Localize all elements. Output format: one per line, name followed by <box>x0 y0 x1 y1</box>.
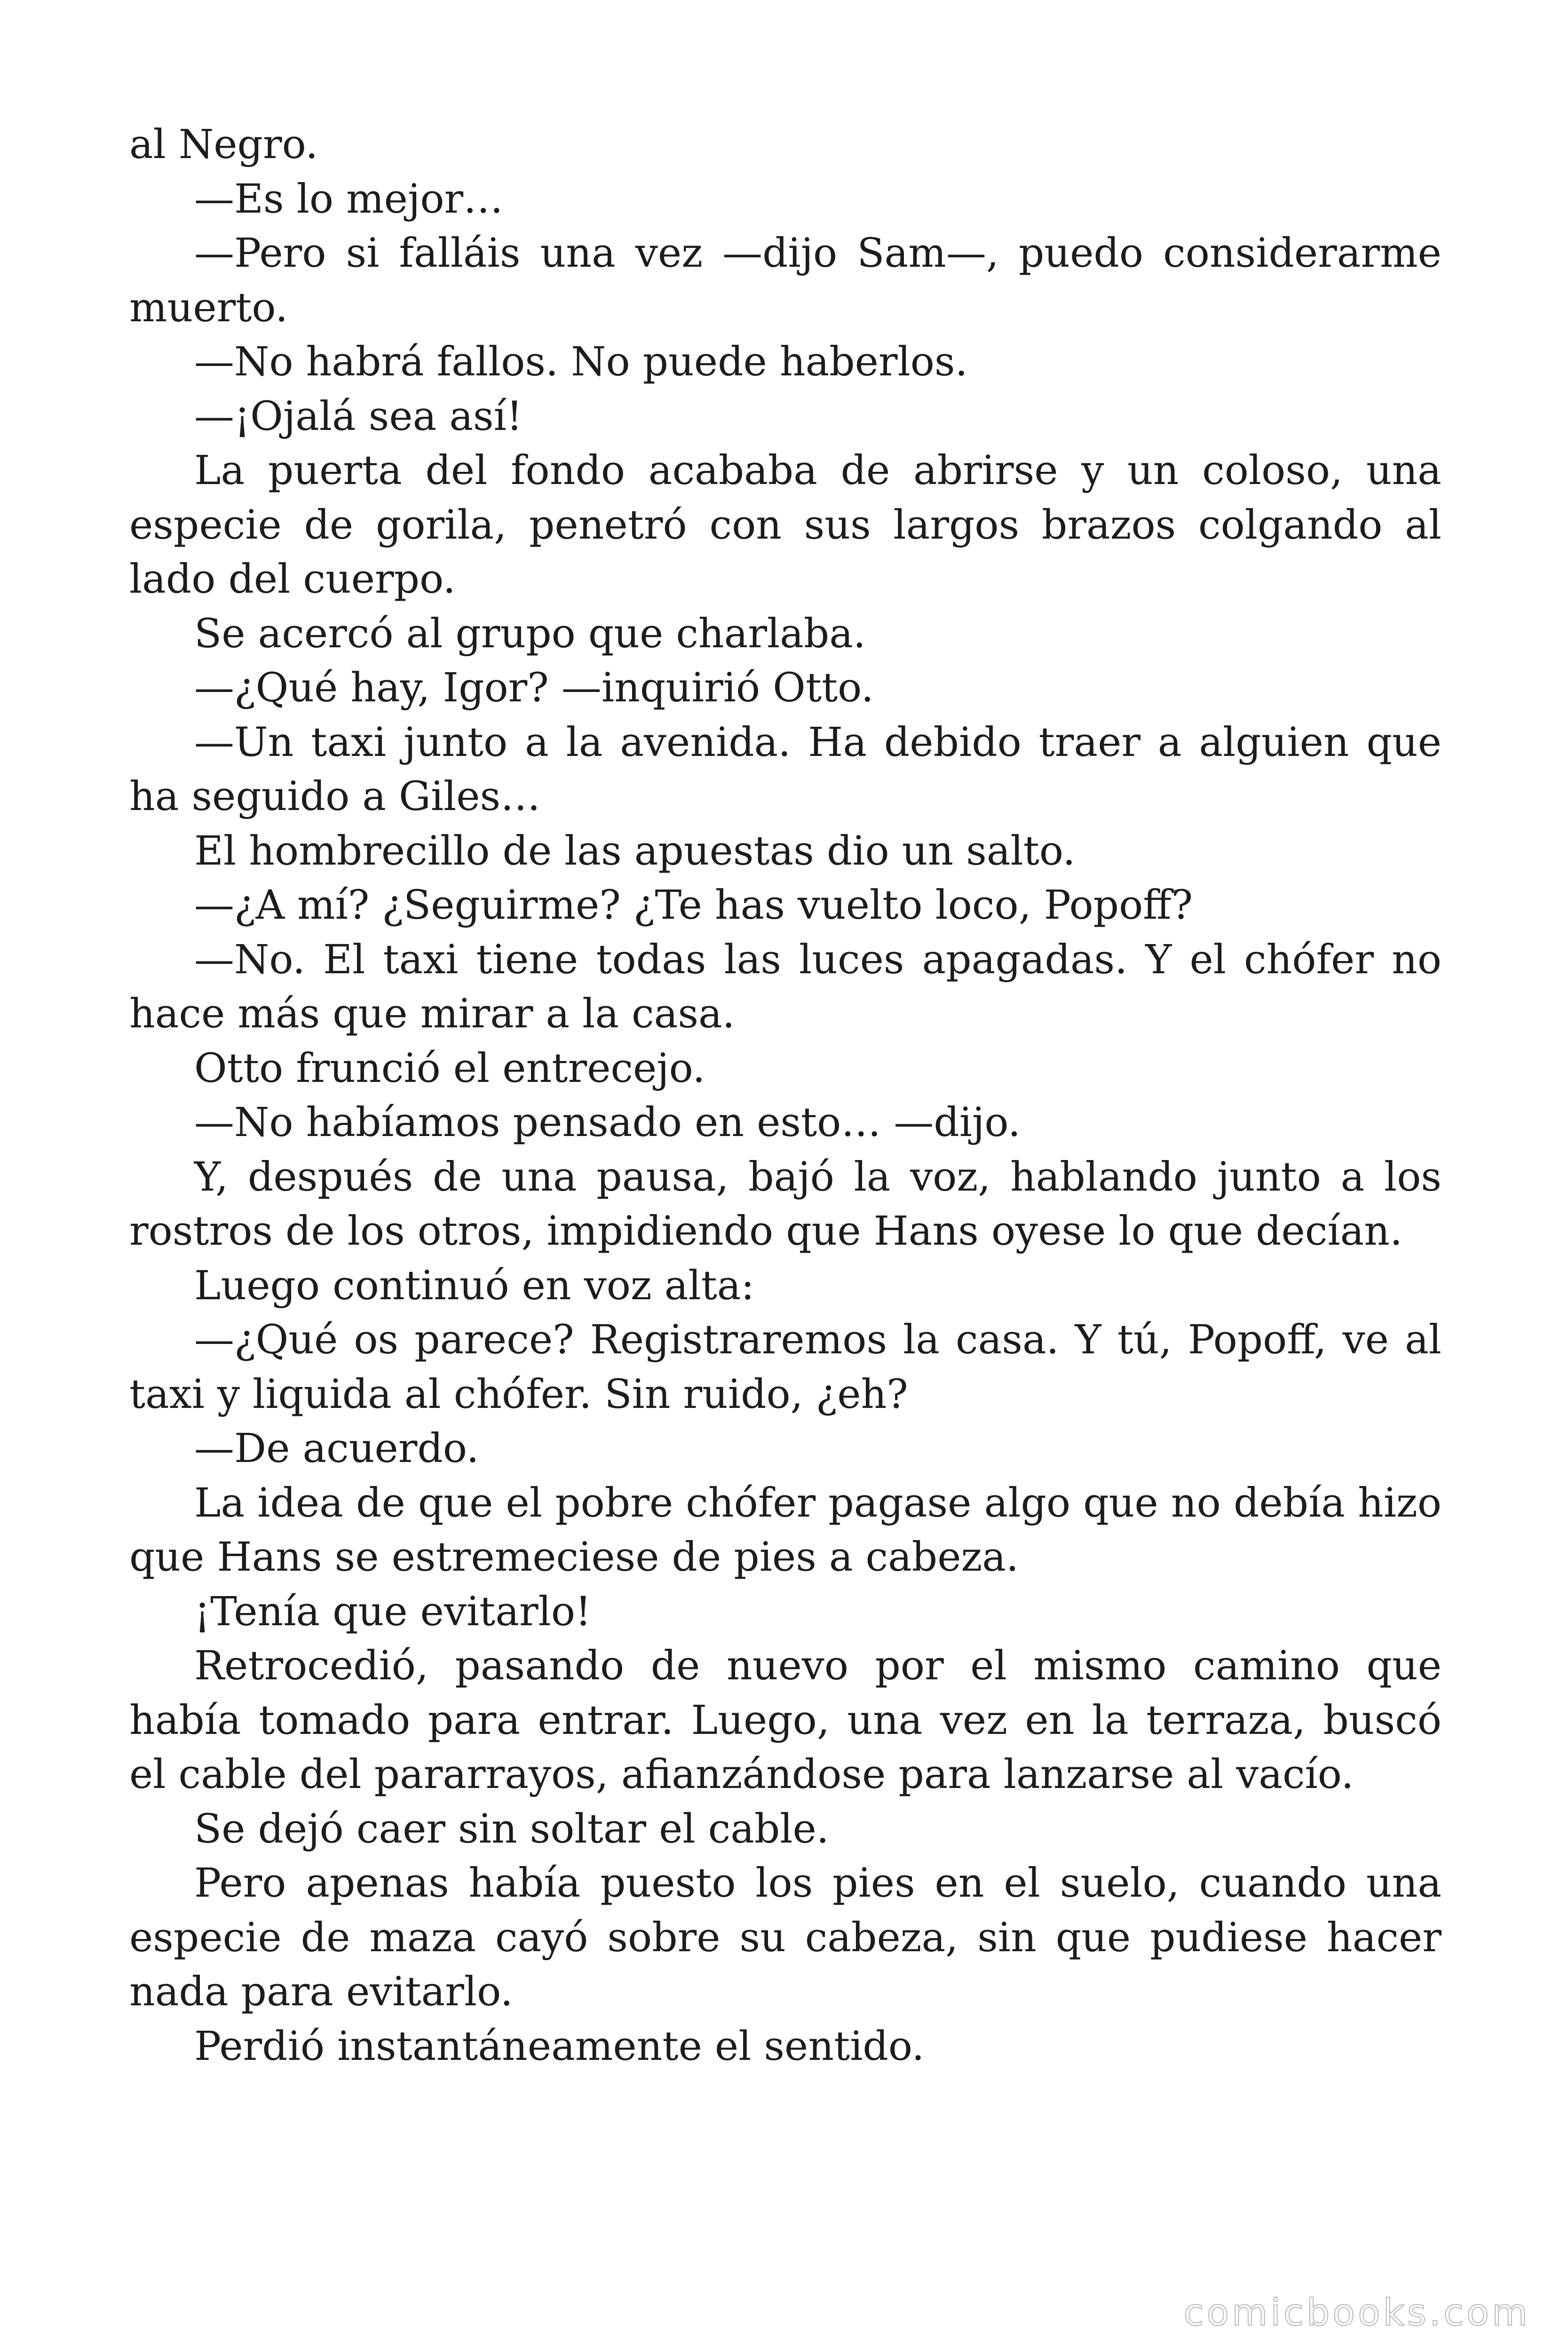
paragraph: —¡Ojalá sea así! <box>194 393 523 440</box>
paragraph: Luego continuó en voz alta: <box>194 1262 755 1309</box>
paragraph: —Pero si falláis una vez —dijo Sam—, puedo considerarme muerto. <box>129 230 1441 331</box>
paragraph: al Negro. <box>129 121 318 168</box>
paragraph: ¡Tenía que evitarlo! <box>194 1588 592 1635</box>
paragraph: —¿Qué os parece? Registraremos la casa. Y tú, Popoff, ve al taxi y liquida al chófer. Sin ruido, ¿eh? <box>129 1317 1441 1418</box>
paragraph: —Un taxi junto a la avenida. Ha debido traer a alguien que ha seguido a Giles… <box>129 719 1441 820</box>
paragraph: —No habrá fallos. No puede haberlos. <box>194 339 968 385</box>
paragraph: Se dejó caer sin soltar el cable. <box>194 1805 829 1852</box>
paragraph: Otto frunció el entrecejo. <box>194 1045 705 1092</box>
paragraph: Retrocedió, pasando de nuevo por el mismo camino que había tomado para entrar. Luego, una vez en la terraza, buscó el cable del pararrayos, afianzándose para lanzarse al vacío. <box>129 1643 1441 1798</box>
paragraph: —De acuerdo. <box>194 1425 479 1472</box>
paragraph: La idea de que el pobre chófer pagase algo que no debía hizo que Hans se estremeciese de pies a cabeza. <box>129 1479 1441 1581</box>
paragraph: —¿Qué hay, Igor? —inquirió Otto. <box>194 665 874 711</box>
paragraph: —¿A mí? ¿Seguirme? ¿Te has vuelto loco, Popoff? <box>194 882 1193 929</box>
paragraph: Se acercó al grupo que charlaba. <box>194 610 866 657</box>
paragraph: —Es lo mejor… <box>194 175 504 222</box>
paragraph: Pero apenas había puesto los pies en el suelo, cuando una especie de maza cayó sobre su cabeza, sin que pudiese hacer nada para evitarlo. <box>129 1860 1441 2015</box>
watermark: comicbooks.com <box>1183 2292 1530 2334</box>
page-body <box>129 118 1441 2074</box>
paragraph: —No. El taxi tiene todas las luces apagadas. Y el chófer no hace más que mirar a la casa. <box>129 936 1441 1037</box>
paragraph: Perdió instantáneamente el sentido. <box>194 2023 925 2070</box>
paragraph: El hombrecillo de las apuestas dio un salto. <box>194 827 1076 874</box>
paragraph: Y, después de una pausa, bajó la voz, hablando junto a los rostros de los otros, impidiendo que Hans oyese lo que decían. <box>129 1153 1441 1255</box>
paragraph: —No habíamos pensado en esto… —dijo. <box>194 1099 1021 1146</box>
paragraph: La puerta del fondo acababa de abrirse y un coloso, una especie de gorila, penetró con sus largos brazos colgando al lado del cuerpo. <box>129 447 1441 603</box>
